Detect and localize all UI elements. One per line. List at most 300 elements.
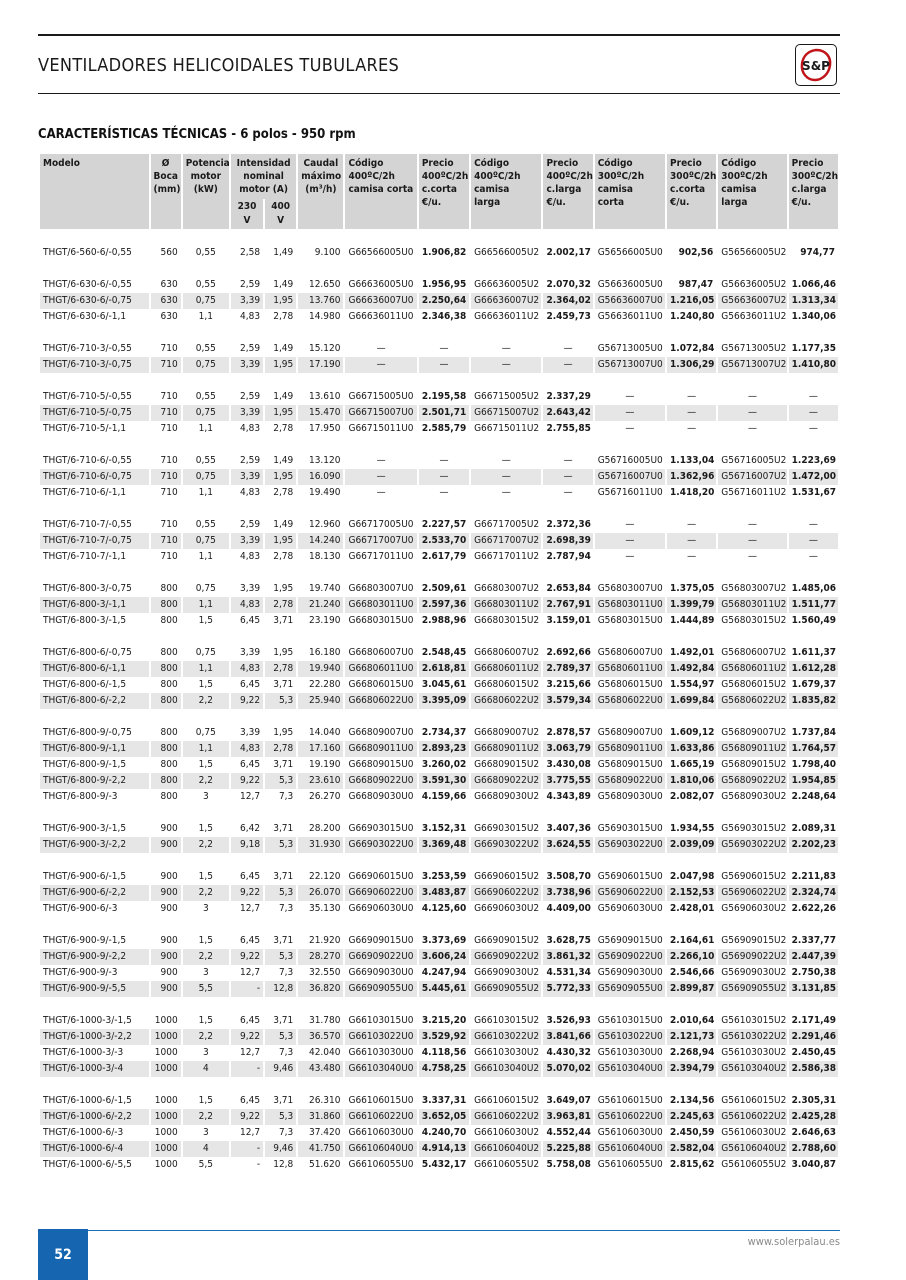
- cell-boca: 710: [151, 533, 181, 549]
- cell-precio-300-corta: 1.492,84: [667, 661, 716, 677]
- cell-precio-300-larga: —: [808, 519, 818, 530]
- cell-caudal: 18.130: [308, 551, 341, 562]
- cell-codigo-300-corta: G56103015U0: [597, 1015, 663, 1026]
- cell-precio-400-larga: 2.692,66: [546, 647, 591, 658]
- cell-codigo-400-corta: G66809015U0: [348, 759, 414, 770]
- col-header-codigo-300-larga: Código 300ºC/2h camisa larga: [718, 154, 786, 229]
- cell-precio-300-larga: 2.305,31: [791, 1095, 837, 1106]
- cell-codigo-400-larga: G66906030U2: [474, 903, 540, 914]
- cell-precio-300-corta: 1.633,86: [667, 741, 716, 757]
- cell-precio-400-larga: 2.070,32: [546, 279, 591, 290]
- cell-codigo-300-corta: G56809007U0: [597, 727, 663, 738]
- cell-potencia: 0,55: [195, 455, 216, 466]
- cell-potencia: 5,5: [198, 1159, 213, 1170]
- cell-modelo: THGT/6-710-6/-0,55: [43, 455, 132, 466]
- cell-precio-300-larga: 1.798,40: [791, 759, 837, 770]
- cell-caudal: 28.270: [298, 949, 343, 965]
- cell-modelo: THGT/6-710-6/-1,1: [43, 487, 127, 498]
- cell-230v: 3,39: [231, 293, 263, 309]
- cell-potencia: 1,5: [198, 615, 213, 626]
- cell-boca: 900: [151, 885, 181, 901]
- cell-precio-300-corta: 1.699,84: [667, 693, 716, 709]
- cell-potencia: 4: [183, 1061, 229, 1077]
- cell-potencia: 0,75: [183, 405, 229, 421]
- cell-codigo-300-larga: —: [747, 391, 757, 402]
- cell-potencia: 1,1: [183, 597, 229, 613]
- cell-precio-300-corta: 2.245,63: [667, 1109, 716, 1125]
- cell-precio-300-corta: 2.082,07: [670, 791, 715, 802]
- table-row: [40, 581, 838, 597]
- cell-codigo-400-larga: G66803015U2: [474, 615, 540, 626]
- cell-codigo-300-larga: G56903015U2: [721, 823, 787, 834]
- cell-230v: 2,59: [240, 279, 261, 290]
- table-row: [40, 613, 838, 629]
- cell-potencia: 0,55: [195, 247, 216, 258]
- cell-caudal: 12.650: [308, 279, 341, 290]
- cell-potencia: 3: [202, 791, 209, 802]
- cell-precio-300-corta: 2.546,66: [670, 967, 715, 978]
- cell-400v: 1,49: [273, 279, 294, 290]
- cell-potencia: 2,2: [183, 949, 229, 965]
- cell-precio-400-larga: 2.337,29: [546, 391, 591, 402]
- cell-precio-400-larga: 4.409,00: [546, 903, 591, 914]
- cell-codigo-300-larga: G56909015U2: [721, 935, 787, 946]
- cell-codigo-300-larga: G56713007U2: [718, 357, 786, 373]
- cell-precio-300-corta: 2.266,10: [667, 949, 716, 965]
- cell-precio-400-corta: 2.533,70: [419, 533, 469, 549]
- group-spacer-cell: [40, 501, 838, 517]
- cell-precio-400-corta: 2.893,23: [419, 741, 469, 757]
- cell-modelo: THGT/6-1000-6/-4: [40, 1141, 149, 1157]
- cell-modelo: THGT/6-800-6/-1,5: [43, 679, 127, 690]
- table-row: [40, 1045, 838, 1061]
- cell-precio-400-larga: 5.772,33: [543, 981, 592, 997]
- table-row: [40, 757, 838, 773]
- cell-codigo-400-corta: G66809022U0: [345, 773, 416, 789]
- cell-codigo-400-larga: G66809007U2: [474, 727, 540, 738]
- cell-precio-400-larga: 2.372,36: [546, 519, 591, 530]
- cell-230v: 12,7: [240, 791, 261, 802]
- cell-codigo-300-larga: G56809007U2: [721, 727, 787, 738]
- cell-precio-300-larga: 1.313,34: [789, 293, 838, 309]
- cell-modelo: THGT/6-800-9/-0,75: [43, 727, 132, 738]
- cell-codigo-300-larga: G56906030U2: [721, 903, 787, 914]
- cell-precio-300-corta: 1.072,84: [670, 343, 715, 354]
- cell-230v: 2,59: [240, 343, 261, 354]
- cell-boca: 800: [151, 693, 181, 709]
- cell-400v: 1,95: [265, 469, 296, 485]
- cell-potencia: 1,5: [198, 935, 213, 946]
- table-row: [40, 389, 838, 405]
- cell-precio-400-corta: 2.617,79: [421, 551, 467, 562]
- cell-precio-300-larga: —: [808, 391, 818, 402]
- cell-modelo: THGT/6-710-5/-0,55: [43, 391, 132, 402]
- cell-codigo-400-corta: G66806007U0: [348, 647, 414, 658]
- cell-boca: 800: [160, 647, 178, 658]
- cell-precio-400-corta: 2.585,79: [421, 423, 467, 434]
- cell-precio-400-larga: —: [563, 487, 573, 498]
- cell-caudal: 23.190: [308, 615, 341, 626]
- cell-modelo: THGT/6-900-6/-2,2: [40, 885, 149, 901]
- cell-boca: 710: [160, 551, 178, 562]
- cell-codigo-400-corta: G66715005U0: [348, 391, 414, 402]
- cell-potencia: 0,55: [195, 343, 216, 354]
- cell-precio-300-larga: 1.531,67: [791, 487, 837, 498]
- cell-codigo-300-larga: G56903022U2: [718, 837, 786, 853]
- cell-precio-300-corta: 1.444,89: [670, 615, 715, 626]
- cell-caudal: 23.610: [298, 773, 343, 789]
- cell-400v: 5,3: [265, 1029, 296, 1045]
- cell-precio-400-corta: —: [419, 469, 469, 485]
- cell-caudal: 22.280: [308, 679, 341, 690]
- cell-precio-400-larga: 4.552,44: [546, 1127, 591, 1138]
- cell-400v: 7,3: [278, 1127, 294, 1138]
- cell-codigo-400-corta: G66909055U0: [345, 981, 416, 997]
- group-spacer: [40, 853, 838, 869]
- cell-precio-400-larga: 2.364,02: [543, 293, 592, 309]
- cell-caudal: 13.120: [308, 455, 341, 466]
- cell-codigo-400-corta: G66803015U0: [348, 615, 414, 626]
- cell-precio-300-corta: 1.665,19: [670, 759, 715, 770]
- cell-precio-400-larga: 2.787,94: [546, 551, 591, 562]
- cell-codigo-300-larga: G56103015U2: [721, 1015, 787, 1026]
- cell-codigo-300-corta: G56906030U0: [597, 903, 663, 914]
- cell-230v: 6,45: [240, 615, 261, 626]
- cell-boca: 1000: [151, 1141, 181, 1157]
- cell-codigo-300-corta: G56106015U0: [597, 1095, 663, 1106]
- cell-codigo-400-larga: G66103022U2: [471, 1029, 541, 1045]
- cell-precio-300-corta: 987,47: [678, 279, 714, 290]
- cell-codigo-400-corta: G66106022U0: [345, 1109, 416, 1125]
- table-row: [40, 1013, 838, 1029]
- cell-precio-400-larga: 3.159,01: [546, 615, 591, 626]
- cell-precio-400-corta: 4.240,70: [421, 1127, 467, 1138]
- cell-precio-300-larga: 2.171,49: [791, 1015, 837, 1026]
- cell-modelo: THGT/6-800-3/-1,5: [43, 615, 127, 626]
- cell-230v: 6,45: [240, 759, 261, 770]
- cell-400v: 3,71: [273, 935, 294, 946]
- cell-potencia: 5,5: [183, 981, 229, 997]
- cell-modelo: THGT/6-1000-3/-4: [40, 1061, 149, 1077]
- cell-codigo-300-corta: G56716007U0: [595, 469, 665, 485]
- cell-400v: 1,95: [273, 727, 294, 738]
- cell-modelo: THGT/6-800-6/-1,1: [40, 661, 149, 677]
- cell-precio-300-larga: 2.586,38: [789, 1061, 838, 1077]
- cell-precio-300-larga: 1.954,85: [789, 773, 838, 789]
- cell-precio-400-corta: 5.445,61: [419, 981, 469, 997]
- cell-230v: 4,83: [240, 423, 261, 434]
- group-spacer-cell: [40, 709, 838, 725]
- cell-precio-300-corta: 1.133,04: [670, 455, 715, 466]
- cell-precio-400-larga: 2.755,85: [546, 423, 591, 434]
- cell-modelo: THGT/6-800-6/-0,75: [43, 647, 132, 658]
- table-row: [40, 1093, 838, 1109]
- cell-precio-300-corta: 1.375,05: [670, 583, 715, 594]
- cell-precio-400-larga: 3.215,66: [546, 679, 591, 690]
- cell-caudal: 36.820: [298, 981, 343, 997]
- cell-precio-300-larga: 1.737,84: [791, 727, 837, 738]
- cell-codigo-400-corta: G66106030U0: [348, 1127, 414, 1138]
- group-spacer: [40, 229, 838, 245]
- cell-precio-300-larga: 1.764,57: [789, 741, 838, 757]
- group-spacer: [40, 629, 838, 645]
- cell-400v: 1,49: [273, 343, 294, 354]
- cell-precio-300-corta: 2.582,04: [667, 1141, 716, 1157]
- table-row: [40, 869, 838, 885]
- cell-precio-400-corta: 3.606,24: [419, 949, 469, 965]
- cell-230v: 6,42: [240, 823, 261, 834]
- cell-precio-300-larga: —: [789, 533, 838, 549]
- cell-precio-400-larga: 2.643,42: [543, 405, 592, 421]
- cell-precio-300-larga: 2.202,23: [789, 837, 838, 853]
- table-row: [40, 933, 838, 949]
- cell-precio-300-larga: 1.472,00: [789, 469, 838, 485]
- cell-potencia: 2,2: [183, 693, 229, 709]
- cell-precio-300-larga: 3.040,87: [791, 1159, 837, 1170]
- cell-precio-400-corta: 3.337,31: [421, 1095, 467, 1106]
- cell-potencia: 1,5: [198, 823, 213, 834]
- cell-potencia: 2,2: [183, 885, 229, 901]
- cell-codigo-300-larga: G56803015U2: [721, 615, 787, 626]
- cell-codigo-300-corta: G56106040U0: [595, 1141, 665, 1157]
- cell-codigo-400-larga: G66715007U2: [471, 405, 541, 421]
- cell-400v: 3,71: [273, 871, 294, 882]
- cell-modelo: THGT/6-710-6/-0,75: [40, 469, 149, 485]
- cell-precio-300-corta: 2.394,79: [667, 1061, 716, 1077]
- cell-modelo: THGT/6-800-9/-1,5: [43, 759, 127, 770]
- cell-potencia: 4: [183, 1141, 229, 1157]
- cell-precio-300-larga: 2.337,77: [791, 935, 837, 946]
- cell-boca: 710: [160, 391, 178, 402]
- cell-modelo: THGT/6-900-3/-2,2: [40, 837, 149, 853]
- cell-400v: 5,3: [265, 1109, 296, 1125]
- cell-400v: 1,49: [273, 455, 294, 466]
- cell-caudal: 41.750: [298, 1141, 343, 1157]
- group-spacer-cell: [40, 1077, 838, 1093]
- cell-precio-400-corta: 4.159,66: [421, 791, 467, 802]
- table-row: [40, 741, 838, 757]
- cell-400v: 1,95: [265, 293, 296, 309]
- cell-230v: 2,59: [240, 455, 261, 466]
- cell-codigo-400-corta: G66803007U0: [348, 583, 414, 594]
- cell-codigo-400-larga: G66717007U2: [471, 533, 541, 549]
- table-row: [40, 341, 838, 357]
- cell-precio-300-corta: 2.450,59: [670, 1127, 715, 1138]
- cell-precio-300-larga: 1.223,69: [791, 455, 837, 466]
- cell-codigo-400-corta: G66717011U0: [348, 551, 414, 562]
- cell-modelo: THGT/6-800-3/-1,1: [40, 597, 149, 613]
- table-row: [40, 661, 838, 677]
- cell-codigo-400-corta: G66715011U0: [348, 423, 414, 434]
- cell-modelo: THGT/6-900-6/-3: [43, 903, 118, 914]
- cell-precio-300-larga: 1.679,37: [791, 679, 837, 690]
- group-spacer-cell: [40, 437, 838, 453]
- cell-codigo-400-corta: G66806015U0: [348, 679, 414, 690]
- cell-230v: 2,58: [240, 247, 261, 258]
- cell-boca: 1000: [151, 1109, 181, 1125]
- cell-230v: 4,83: [240, 487, 261, 498]
- cell-400v: 9,46: [265, 1141, 296, 1157]
- table-row: [40, 485, 838, 501]
- cell-codigo-400-larga: G66806007U2: [474, 647, 540, 658]
- cell-caudal: 21.240: [298, 597, 343, 613]
- cell-codigo-300-corta: G56106030U0: [597, 1127, 663, 1138]
- cell-precio-400-larga: 5.225,88: [543, 1141, 592, 1157]
- cell-boca: 630: [160, 279, 178, 290]
- cell-precio-400-larga: 3.628,75: [546, 935, 591, 946]
- cell-boca: 1000: [154, 1159, 178, 1170]
- cell-codigo-400-larga: G66809015U2: [474, 759, 540, 770]
- cell-potencia: 1,1: [183, 661, 229, 677]
- cell-400v: 1,95: [265, 533, 296, 549]
- cell-codigo-300-corta: G56103040U0: [595, 1061, 665, 1077]
- cell-codigo-300-corta: G56106022U0: [595, 1109, 665, 1125]
- cell-codigo-300-corta: G56803015U0: [597, 615, 663, 626]
- cell-codigo-400-corta: G66809007U0: [348, 727, 414, 738]
- cell-precio-300-corta: —: [687, 391, 697, 402]
- cell-codigo-400-larga: G66809011U2: [471, 741, 541, 757]
- cell-caudal: 28.200: [308, 823, 341, 834]
- cell-230v: 3,39: [231, 357, 263, 373]
- cell-codigo-400-corta: G66636007U0: [345, 293, 416, 309]
- cell-precio-400-corta: 4.758,25: [419, 1061, 469, 1077]
- cell-codigo-400-larga: G66715011U2: [474, 423, 540, 434]
- cell-precio-400-corta: 2.548,45: [421, 647, 467, 658]
- cell-400v: 3,71: [273, 615, 294, 626]
- cell-precio-300-corta: 2.010,64: [670, 1015, 715, 1026]
- cell-precio-400-corta: 4.914,13: [419, 1141, 469, 1157]
- cell-codigo-300-larga: —: [747, 519, 757, 530]
- cell-boca: 1000: [154, 1047, 178, 1058]
- cell-230v: 4,83: [231, 661, 263, 677]
- table-row: [40, 1125, 838, 1141]
- col-header-codigo-400-corta: Código 400ºC/2h camisa corta: [345, 154, 416, 229]
- table-row: [40, 533, 838, 549]
- cell-codigo-300-larga: G56106022U2: [718, 1109, 786, 1125]
- cell-precio-400-corta: 3.483,87: [419, 885, 469, 901]
- cell-precio-300-corta: —: [687, 551, 697, 562]
- cell-precio-300-larga: 2.750,38: [791, 967, 837, 978]
- section-title: CARACTERÍSTICAS TÉCNICAS - 6 polos - 950 rpm: [38, 127, 356, 142]
- col-header-boca: Ø Boca (mm): [151, 154, 181, 229]
- cell-codigo-400-corta: —: [345, 357, 416, 373]
- table-row: [40, 693, 838, 709]
- cell-codigo-300-larga: G56809030U2: [721, 791, 787, 802]
- cell-230v: -: [231, 1141, 263, 1157]
- cell-precio-400-larga: 3.649,07: [546, 1095, 591, 1106]
- cell-230v: 6,45: [240, 1095, 261, 1106]
- cell-230v: 12,7: [240, 1047, 261, 1058]
- cell-precio-400-corta: —: [419, 357, 469, 373]
- cell-modelo: THGT/6-1000-6/-1,5: [43, 1095, 132, 1106]
- cell-precio-300-larga: 1.560,49: [791, 615, 837, 626]
- cell-precio-400-larga: 5.758,08: [546, 1159, 591, 1170]
- group-spacer: [40, 805, 838, 821]
- table-row: [40, 965, 838, 981]
- cell-400v: 5,3: [265, 837, 296, 853]
- cell-precio-300-larga: —: [808, 551, 818, 562]
- cell-codigo-300-corta: G56909022U0: [595, 949, 665, 965]
- cell-boca: 560: [160, 247, 178, 258]
- table-row: [40, 421, 838, 437]
- footer-url: www.solerpalau.es: [747, 1235, 840, 1248]
- table-row: [40, 821, 838, 837]
- cell-precio-300-larga: 2.450,45: [791, 1047, 837, 1058]
- cell-codigo-300-corta: G56809030U0: [597, 791, 663, 802]
- col-header-precio-400-larga: Precio 400ºC/2h c.larga €/u.: [543, 154, 592, 229]
- cell-precio-400-corta: 3.652,05: [419, 1109, 469, 1125]
- cell-codigo-400-corta: G66809030U0: [348, 791, 414, 802]
- cell-codigo-400-corta: G66717005U0: [348, 519, 414, 530]
- cell-precio-400-larga: 3.775,55: [543, 773, 592, 789]
- cell-boca: 710: [151, 405, 181, 421]
- cell-modelo: THGT/6-1000-3/-2,2: [40, 1029, 149, 1045]
- cell-codigo-300-larga: G56103030U2: [721, 1047, 787, 1058]
- group-spacer: [40, 709, 838, 725]
- cell-boca: 800: [160, 791, 178, 802]
- cell-boca: 800: [160, 759, 178, 770]
- cell-precio-400-larga: 2.002,17: [546, 247, 591, 258]
- cell-precio-400-corta: 1.906,82: [421, 247, 467, 258]
- cell-400v: 1,95: [273, 583, 294, 594]
- cell-precio-300-larga: —: [789, 405, 838, 421]
- cell-precio-400-corta: 3.369,48: [419, 837, 469, 853]
- cell-codigo-400-larga: G66903015U2: [474, 823, 540, 834]
- cell-codigo-400-larga: G66103015U2: [474, 1015, 540, 1026]
- cell-codigo-400-corta: G66106040U0: [345, 1141, 416, 1157]
- cell-precio-400-larga: 3.738,96: [543, 885, 592, 901]
- cell-codigo-400-larga: G66909030U2: [474, 967, 540, 978]
- cell-codigo-300-corta: G56716005U0: [597, 455, 663, 466]
- cell-caudal: 17.190: [298, 357, 343, 373]
- cell-230v: 3,39: [240, 727, 261, 738]
- cell-caudal: 19.190: [308, 759, 341, 770]
- cell-precio-400-larga: 2.698,39: [543, 533, 592, 549]
- cell-boca: 900: [151, 981, 181, 997]
- cell-caudal: 16.090: [298, 469, 343, 485]
- cell-precio-300-corta: 2.134,56: [670, 1095, 715, 1106]
- cell-400v: 1,95: [265, 357, 296, 373]
- spec-table-body: [40, 229, 838, 1173]
- cell-boca: 800: [160, 727, 178, 738]
- cell-boca: 900: [160, 935, 178, 946]
- cell-codigo-400-corta: G66106055U0: [348, 1159, 414, 1170]
- cell-codigo-300-larga: G56636007U2: [718, 293, 786, 309]
- cell-codigo-300-corta: G56906015U0: [597, 871, 663, 882]
- cell-codigo-400-larga: G66909015U2: [474, 935, 540, 946]
- table-row: [40, 725, 838, 741]
- cell-modelo: THGT/6-630-6/-1,1: [43, 311, 127, 322]
- col-header-caudal: Caudal máximo (m³/h): [298, 154, 343, 229]
- cell-potencia: 0,75: [183, 533, 229, 549]
- cell-precio-400-corta: 3.253,59: [421, 871, 467, 882]
- cell-codigo-400-corta: G66717007U0: [345, 533, 416, 549]
- cell-230v: 6,45: [240, 935, 261, 946]
- cell-boca: 630: [160, 311, 178, 322]
- cell-caudal: 25.940: [298, 693, 343, 709]
- cell-codigo-400-corta: G66103022U0: [345, 1029, 416, 1045]
- table-row: [40, 885, 838, 901]
- cell-400v: 7,3: [278, 1047, 294, 1058]
- cell-precio-300-corta: 1.306,29: [667, 357, 716, 373]
- cell-potencia: 3: [202, 1047, 209, 1058]
- cell-precio-300-larga: 2.622,26: [791, 903, 837, 914]
- cell-precio-300-larga: 2.447,39: [789, 949, 838, 965]
- cell-modelo: THGT/6-900-9/-2,2: [40, 949, 149, 965]
- sp-logo: [795, 44, 837, 86]
- table-row: [40, 677, 838, 693]
- cell-230v: 12,7: [240, 903, 261, 914]
